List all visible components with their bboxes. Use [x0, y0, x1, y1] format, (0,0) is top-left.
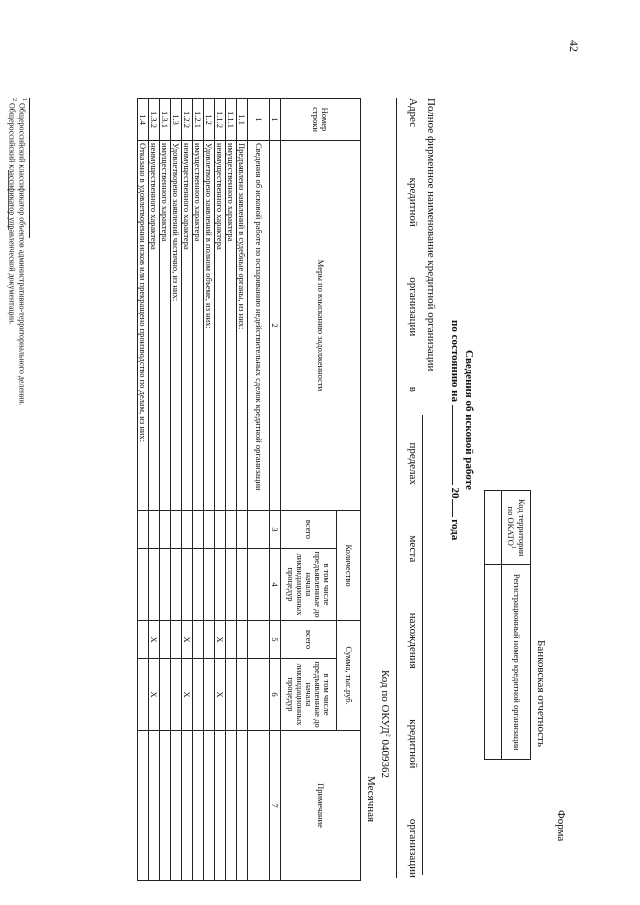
cell-note[interactable]: [226, 731, 237, 881]
cell-qty-total[interactable]: [237, 511, 248, 549]
okud-code: Код по ОКУД$^2$ 0409362: [379, 670, 391, 778]
cell-note[interactable]: [193, 731, 204, 881]
cell-note[interactable]: [204, 731, 215, 881]
cell-qty-incl[interactable]: [138, 549, 149, 621]
row-number: 1.3.2: [149, 99, 160, 141]
cell-sum-incl[interactable]: [171, 659, 182, 731]
cell-qty-incl[interactable]: [204, 549, 215, 621]
cell-sum-incl[interactable]: X: [215, 659, 226, 731]
cell-qty-incl[interactable]: [193, 549, 204, 621]
footnote-separator: [29, 98, 30, 238]
col-header-amount: Сумма, тыс.руб.: [337, 621, 361, 731]
row-text: имущественного характера: [226, 141, 237, 511]
footnote-1: $^1$ Общероссийский классификатор объектов административно-территориального деления.: [17, 98, 27, 406]
cell-qty-total[interactable]: [149, 511, 160, 549]
col-number: 7: [270, 731, 281, 881]
cell-note[interactable]: [160, 731, 171, 881]
cell-sum-incl[interactable]: X: [149, 659, 160, 731]
cell-sum-total[interactable]: [171, 621, 182, 659]
row-number: 1.1: [237, 99, 248, 141]
cell-sum-incl[interactable]: [226, 659, 237, 731]
org-address-line: Адрес кредитной организации в пределах места нахождения кредитной организации: [407, 98, 419, 878]
cell-qty-incl[interactable]: [226, 549, 237, 621]
col-header-quantity-incl: в том числе предъявленные до начала ликвидационных процедур: [281, 549, 337, 621]
cell-sum-incl[interactable]: [248, 659, 270, 731]
col-number: 6: [270, 659, 281, 731]
row-number: 1.2.2: [182, 99, 193, 141]
cell-qty-incl[interactable]: [160, 549, 171, 621]
row-text: неимущественного характера: [149, 141, 160, 511]
table-row: [215, 99, 226, 881]
row-text: имущественного характера: [160, 141, 171, 511]
cell-sum-total[interactable]: [237, 621, 248, 659]
row-text: Удовлетворено заявлений в полном объеме, из них:: [204, 141, 215, 511]
row-number: 1.2: [204, 99, 215, 141]
row-number: 1.4: [138, 99, 149, 141]
cell-sum-total[interactable]: X: [215, 621, 226, 659]
report-period: Месячная: [365, 776, 377, 823]
col-header-measures: Меры по взысканию задолженности: [281, 141, 361, 511]
reg-number-header: Регистрационный номер кредитной организации: [502, 565, 531, 760]
footnote-2: $^2$ Общероссийский классификатор управленческой документации.: [7, 98, 17, 325]
cell-qty-incl[interactable]: [149, 549, 160, 621]
cell-note[interactable]: [171, 731, 182, 881]
col-number: 2: [270, 141, 281, 511]
cell-qty-incl[interactable]: [248, 549, 270, 621]
table-row: [160, 99, 171, 881]
table-row: [204, 99, 215, 881]
table-row: [149, 99, 160, 881]
cell-qty-total[interactable]: [182, 511, 193, 549]
cell-sum-total[interactable]: X: [149, 621, 160, 659]
cell-sum-total[interactable]: [226, 621, 237, 659]
cell-note[interactable]: [182, 731, 193, 881]
cell-note[interactable]: [215, 731, 226, 881]
cell-qty-incl[interactable]: [182, 549, 193, 621]
main-table: [137, 98, 361, 881]
cell-qty-total[interactable]: [160, 511, 171, 549]
col-header-quantity: Количество: [337, 511, 361, 621]
table-row: [171, 99, 182, 881]
col-number: 5: [270, 621, 281, 659]
cell-sum-incl[interactable]: [138, 659, 149, 731]
col-header-row-number: Номер строки: [281, 99, 361, 141]
page-number: 42: [567, 40, 581, 52]
row-text: неимущественного характера: [215, 141, 226, 511]
okato-header: Код территории по ОКАТО$^1$: [502, 491, 531, 565]
cell-qty-total[interactable]: [204, 511, 215, 549]
cell-qty-total[interactable]: [193, 511, 204, 549]
cell-qty-total[interactable]: [171, 511, 182, 549]
cell-qty-incl[interactable]: [237, 549, 248, 621]
cell-qty-total[interactable]: [226, 511, 237, 549]
reg-number-value-cell[interactable]: [485, 565, 502, 760]
cell-sum-incl[interactable]: X: [182, 659, 193, 731]
rotated-form-sheet: [5, 20, 575, 880]
col-number: 3: [270, 511, 281, 549]
col-header-amount-total: всего: [281, 621, 337, 659]
cell-note[interactable]: [138, 731, 149, 881]
cell-sum-incl[interactable]: [160, 659, 171, 731]
table-row: [193, 99, 204, 881]
org-address-field-line[interactable]: [396, 98, 397, 878]
table-row: [138, 99, 149, 881]
cell-sum-total[interactable]: [204, 621, 215, 659]
table-row: [248, 99, 270, 881]
row-number: 1.3: [171, 99, 182, 141]
row-number: 1.1.1: [226, 99, 237, 141]
col-header-amount-incl: в том числе предъявленные до начала ликвидационных процедур: [281, 659, 337, 731]
cell-sum-incl[interactable]: [204, 659, 215, 731]
row-text: неимущественного характера: [182, 141, 193, 511]
cell-qty-total[interactable]: [248, 511, 270, 549]
col-number: 1: [270, 99, 281, 141]
form-date-line: по состоянию на 20 года: [449, 320, 461, 541]
cell-note[interactable]: [149, 731, 160, 881]
row-text: имущественного характера: [193, 141, 204, 511]
cell-sum-total[interactable]: [248, 621, 270, 659]
table-row: [226, 99, 237, 881]
table-row: [237, 99, 248, 881]
col-header-quantity-total: всего: [281, 511, 337, 549]
row-number: 1: [248, 99, 270, 141]
column-numbers-row: [270, 99, 281, 881]
row-text: Отказано в удовлетворении исков или прекращено производство по делам, из них:: [138, 141, 149, 511]
cell-qty-incl[interactable]: [171, 549, 182, 621]
row-text: Сведения об исковой работе по оспариванию недействительных сделок кредитной организации: [248, 141, 270, 511]
form-label: Форма: [555, 810, 567, 842]
row-number: 1.1.2: [215, 99, 226, 141]
org-name-field-line[interactable]: [422, 415, 423, 875]
cell-sum-total[interactable]: [160, 621, 171, 659]
table-row: [182, 99, 193, 881]
cell-sum-incl[interactable]: [237, 659, 248, 731]
cell-sum-total[interactable]: X: [182, 621, 193, 659]
col-header-note: Примечание: [281, 731, 361, 881]
report-type: Банковская отчетность: [535, 640, 547, 748]
cell-note[interactable]: [248, 731, 270, 881]
form-title: Сведения об исковой работе: [463, 350, 475, 490]
col-number: 4: [270, 549, 281, 621]
okato-value-cell[interactable]: [485, 491, 502, 565]
row-number: 1.2.1: [193, 99, 204, 141]
cell-sum-total[interactable]: [138, 621, 149, 659]
cell-qty-total[interactable]: [215, 511, 226, 549]
cell-qty-total[interactable]: [138, 511, 149, 549]
cell-sum-total[interactable]: [193, 621, 204, 659]
row-text: Предъявлено заявлений в судебные органы, из них:: [237, 141, 248, 511]
org-full-name-label: Полное фирменное наименование кредитной организации: [425, 98, 437, 372]
cell-qty-incl[interactable]: [215, 549, 226, 621]
codes-table: [484, 490, 531, 760]
row-text: Удовлетворено заявлений частично, из них:: [171, 141, 182, 511]
cell-note[interactable]: [237, 731, 248, 881]
cell-sum-incl[interactable]: [193, 659, 204, 731]
row-number: 1.3.1: [160, 99, 171, 141]
